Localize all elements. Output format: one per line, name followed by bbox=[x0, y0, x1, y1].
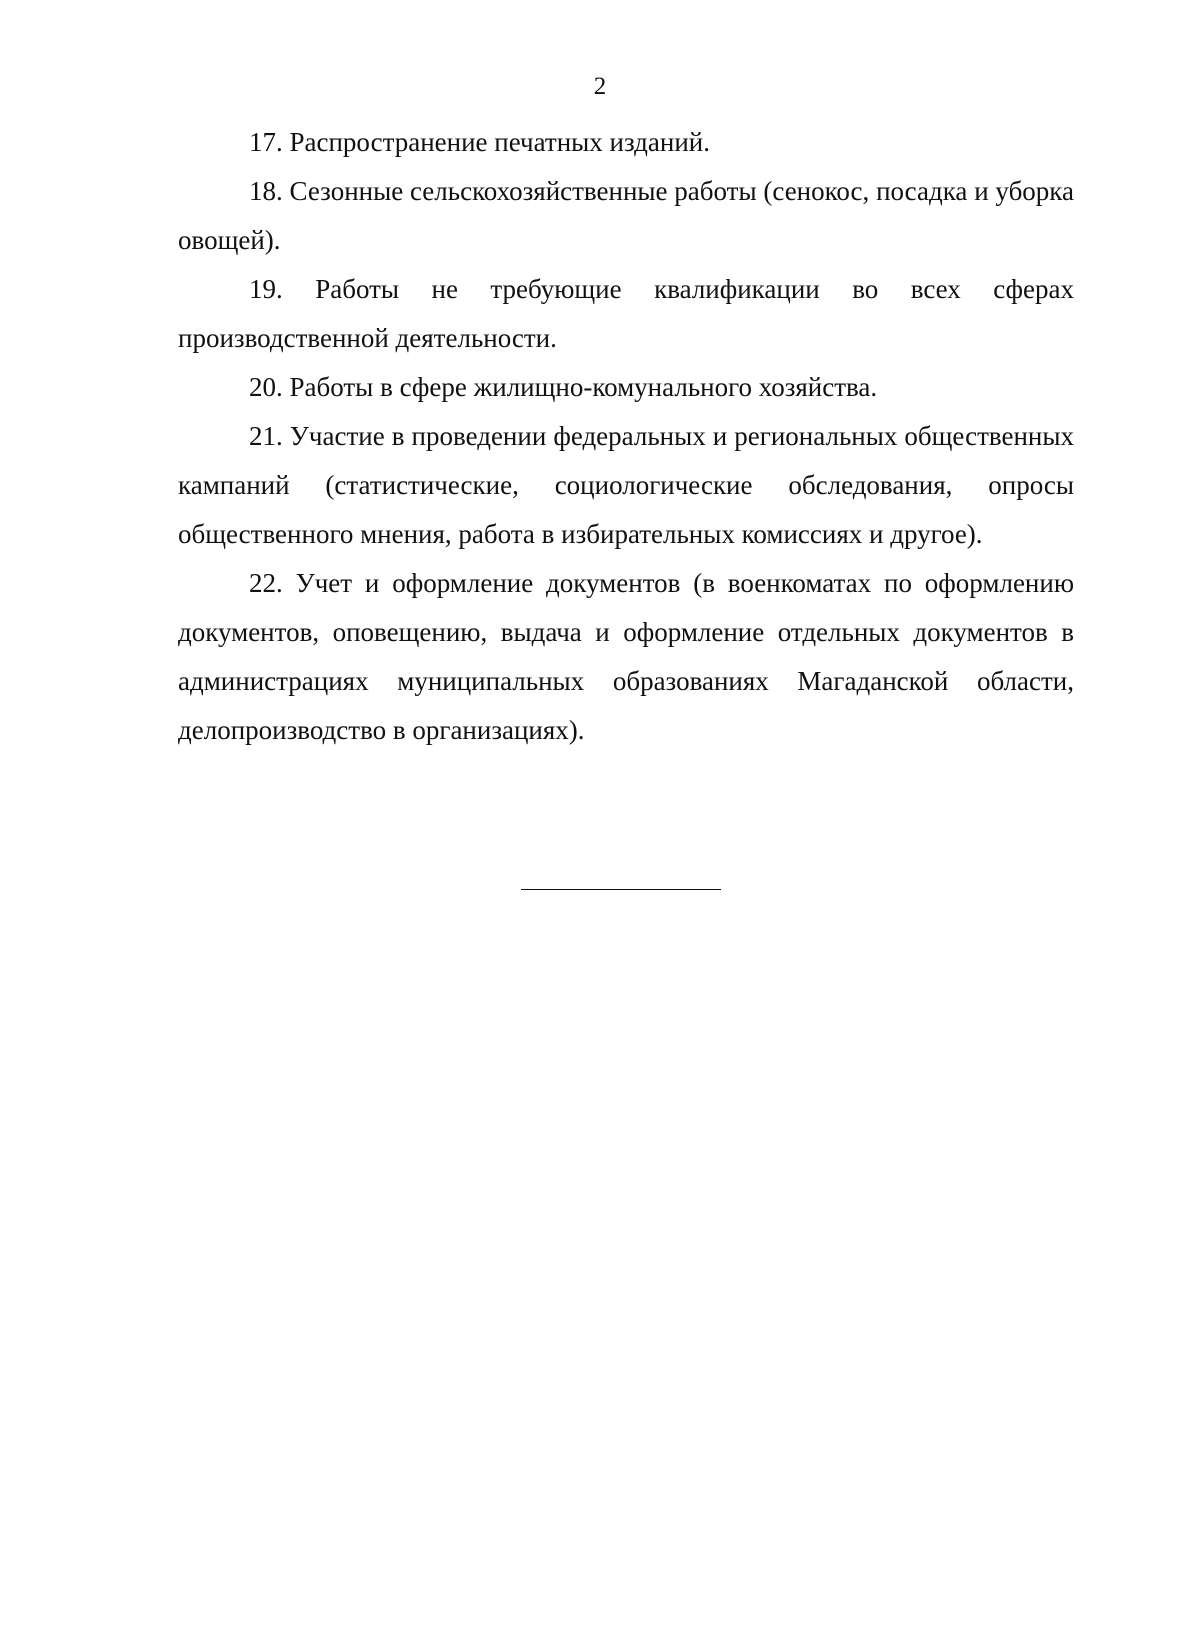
list-item-17: 17. Распространение печатных изданий. bbox=[249, 127, 710, 157]
list-item-20: 20. Работы в сфере жилищно-комунального хозяйства. bbox=[249, 372, 878, 402]
page-number: 2 bbox=[593, 73, 607, 100]
list-item-21: 21. Участие в проведении федеральных и региональных общественных кампаний (статистические, социологические обследования, опросы общественного мнения, работа в избирательных комиссиях и другое). bbox=[178, 421, 1074, 549]
end-rule-divider bbox=[521, 889, 721, 890]
document-body bbox=[178, 118, 1074, 755]
list-item-22: 22. Учет и оформление документов (в военкоматах по оформлению документов, оповещению, выдача и оформление отдельных документов в администрациях муниципальных образованиях Магаданской области, делопроизводство в организациях). bbox=[178, 568, 1074, 745]
list-item-19: 19. Работы не требующие квалификации во всех сферах производственной деятельности. bbox=[178, 274, 1074, 353]
list-item-18: 18. Сезонные сельскохозяйственные работы (сенокос, посадка и уборка овощей). bbox=[178, 176, 1074, 255]
